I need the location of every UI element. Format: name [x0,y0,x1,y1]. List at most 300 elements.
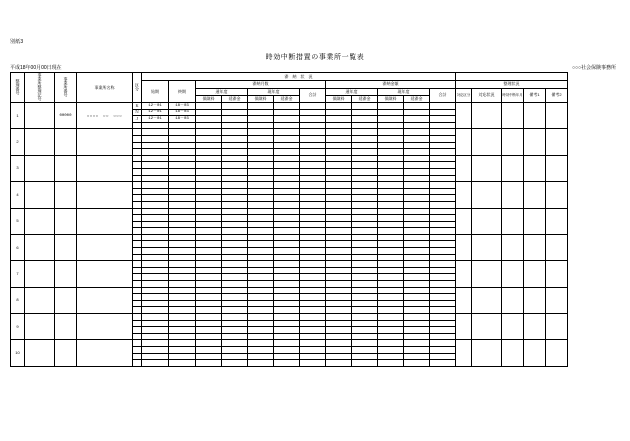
cell-count-tsunendo-entaikin[interactable] [222,195,248,202]
cell-chudan-date[interactable] [502,261,524,287]
cell-taio-kubun[interactable] [456,340,472,366]
cell-count-tsunendo-hokenryo[interactable] [196,307,222,314]
cell-amount-tsunendo-entaikin[interactable] [352,175,378,182]
cell-amount-tsunendo-entaikin[interactable] [352,208,378,215]
cell-start[interactable] [142,353,169,360]
cell-count-tsunendo-entaikin[interactable] [222,314,248,321]
cell-end[interactable] [169,149,196,156]
cell-kubun[interactable] [133,201,142,208]
cell-end[interactable] [169,254,196,261]
cell-end[interactable] [169,201,196,208]
cell-kubun[interactable] [133,135,142,142]
cell-taio-jokyo[interactable] [472,340,502,366]
cell-count-gennendo-entaikin[interactable] [274,109,300,116]
cell-amount-gennendo-entaikin[interactable] [404,228,430,235]
cell-biko1[interactable] [524,129,546,155]
cell-start[interactable] [142,327,169,334]
cell-chudan-date[interactable] [502,234,524,260]
cell-count-gennendo-hokenryo[interactable] [248,254,274,261]
cell-amount-tsunendo-entaikin[interactable] [352,274,378,281]
cell-amount-gennendo-entaikin[interactable] [404,234,430,241]
cell-count-tsunendo-entaikin[interactable] [222,241,248,248]
cell-end[interactable] [169,208,196,215]
cell-amount-tsunendo-hokenryo[interactable] [326,340,352,347]
cell-count-tsunendo-entaikin[interactable] [222,135,248,142]
cell-amount-total[interactable] [430,215,456,222]
cell-taio-jokyo[interactable] [472,208,502,234]
cell-count-gennendo-hokenryo[interactable] [248,182,274,189]
cell-count-gennendo-hokenryo[interactable] [248,327,274,334]
cell-amount-tsunendo-hokenryo[interactable] [326,201,352,208]
cell-amount-total[interactable] [430,340,456,347]
cell-amount-total[interactable] [430,248,456,255]
table-row[interactable] [11,155,568,162]
cell-amount-tsunendo-entaikin[interactable] [352,241,378,248]
cell-count-gennendo-entaikin[interactable] [274,208,300,215]
cell-end[interactable] [169,248,196,255]
cell-amount-gennendo-entaikin[interactable] [404,267,430,274]
cell-end[interactable] [169,234,196,241]
cell-count-total[interactable] [300,333,326,340]
cell-end[interactable] [169,314,196,321]
cell-biko1[interactable] [524,340,546,366]
cell-taio-jokyo[interactable] [472,234,502,260]
cell-count-total[interactable] [300,228,326,235]
cell-amount-gennendo-hokenryo[interactable] [378,142,404,149]
cell-amount-gennendo-hokenryo[interactable] [378,195,404,202]
cell-end[interactable] [169,294,196,301]
cell-amount-total[interactable] [430,241,456,248]
cell-kubun[interactable] [133,327,142,334]
cell-count-gennendo-hokenryo[interactable] [248,314,274,321]
cell-office-number[interactable] [55,155,77,181]
cell-amount-gennendo-hokenryo[interactable] [378,175,404,182]
cell-biko2[interactable] [546,182,568,208]
cell-start[interactable] [142,241,169,248]
cell-count-total[interactable] [300,261,326,268]
cell-amount-tsunendo-entaikin[interactable] [352,261,378,268]
cell-start[interactable] [142,135,169,142]
cell-count-gennendo-hokenryo[interactable] [248,175,274,182]
cell-count-total[interactable] [300,201,326,208]
cell-count-gennendo-hokenryo[interactable] [248,228,274,235]
cell-count-gennendo-entaikin[interactable] [274,215,300,222]
cell-count-tsunendo-entaikin[interactable] [222,142,248,149]
cell-office-number[interactable] [55,129,77,155]
cell-amount-tsunendo-entaikin[interactable] [352,129,378,136]
cell-biko1[interactable] [524,103,546,129]
cell-end[interactable] [169,274,196,281]
cell-count-gennendo-hokenryo[interactable] [248,201,274,208]
cell-count-gennendo-entaikin[interactable] [274,340,300,347]
cell-count-gennendo-hokenryo[interactable] [248,274,274,281]
cell-office-code[interactable] [25,340,55,366]
cell-taio-kubun[interactable] [456,208,472,234]
cell-count-total[interactable] [300,135,326,142]
cell-amount-gennendo-entaikin[interactable] [404,261,430,268]
cell-start[interactable] [142,267,169,274]
cell-count-gennendo-entaikin[interactable] [274,182,300,189]
cell-kubun[interactable] [133,168,142,175]
cell-amount-gennendo-entaikin[interactable] [404,287,430,294]
cell-office-code[interactable] [25,234,55,260]
cell-count-tsunendo-hokenryo[interactable] [196,142,222,149]
cell-amount-total[interactable] [430,103,456,110]
cell-count-tsunendo-entaikin[interactable] [222,254,248,261]
cell-count-tsunendo-hokenryo[interactable] [196,149,222,156]
cell-start[interactable] [142,274,169,281]
cell-count-gennendo-entaikin[interactable] [274,248,300,255]
cell-count-total[interactable] [300,281,326,288]
cell-amount-total[interactable] [430,234,456,241]
cell-amount-tsunendo-hokenryo[interactable] [326,360,352,367]
cell-count-gennendo-hokenryo[interactable] [248,122,274,129]
cell-count-tsunendo-entaikin[interactable] [222,155,248,162]
cell-count-total[interactable] [300,103,326,110]
cell-kubun[interactable] [133,340,142,347]
cell-biko1[interactable] [524,287,546,313]
cell-kubun[interactable] [133,254,142,261]
cell-office-number[interactable] [55,314,77,340]
cell-amount-tsunendo-entaikin[interactable] [352,353,378,360]
cell-office-number[interactable] [55,182,77,208]
cell-end[interactable] [169,221,196,228]
cell-amount-tsunendo-entaikin[interactable] [352,281,378,288]
cell-amount-total[interactable] [430,149,456,156]
cell-amount-gennendo-hokenryo[interactable] [378,353,404,360]
cell-amount-tsunendo-hokenryo[interactable] [326,294,352,301]
cell-kubun[interactable] [133,294,142,301]
cell-count-total[interactable] [300,314,326,321]
cell-kubun[interactable] [133,195,142,202]
table-row[interactable] [11,208,568,215]
cell-amount-tsunendo-hokenryo[interactable] [326,333,352,340]
cell-count-total[interactable] [300,168,326,175]
cell-count-gennendo-entaikin[interactable] [274,142,300,149]
cell-start[interactable] [142,261,169,268]
cell-amount-tsunendo-hokenryo[interactable] [326,208,352,215]
cell-amount-gennendo-hokenryo[interactable] [378,327,404,334]
cell-end[interactable] [169,353,196,360]
cell-amount-gennendo-hokenryo[interactable] [378,122,404,129]
cell-amount-gennendo-hokenryo[interactable] [378,182,404,189]
cell-amount-total[interactable] [430,109,456,116]
cell-count-gennendo-hokenryo[interactable] [248,340,274,347]
cell-end[interactable] [169,182,196,189]
cell-count-tsunendo-hokenryo[interactable] [196,274,222,281]
cell-amount-gennendo-entaikin[interactable] [404,281,430,288]
cell-count-tsunendo-hokenryo[interactable] [196,340,222,347]
cell-count-gennendo-hokenryo[interactable] [248,307,274,314]
cell-count-gennendo-hokenryo[interactable] [248,346,274,353]
cell-count-tsunendo-entaikin[interactable] [222,103,248,110]
cell-count-gennendo-hokenryo[interactable] [248,162,274,169]
cell-kubun[interactable] [133,129,142,136]
cell-amount-gennendo-hokenryo[interactable] [378,234,404,241]
cell-amount-total[interactable] [430,300,456,307]
cell-start[interactable] [142,195,169,202]
cell-count-gennendo-entaikin[interactable] [274,314,300,321]
cell-count-total[interactable] [300,274,326,281]
cell-office-code[interactable] [25,287,55,313]
cell-amount-tsunendo-entaikin[interactable] [352,116,378,123]
cell-amount-tsunendo-entaikin[interactable] [352,221,378,228]
cell-count-total[interactable] [300,327,326,334]
cell-biko2[interactable] [546,287,568,313]
cell-count-gennendo-entaikin[interactable] [274,267,300,274]
cell-count-tsunendo-entaikin[interactable] [222,168,248,175]
cell-taio-jokyo[interactable] [472,129,502,155]
cell-amount-total[interactable] [430,261,456,268]
cell-count-tsunendo-hokenryo[interactable] [196,228,222,235]
cell-amount-total[interactable] [430,122,456,129]
cell-end[interactable] [169,215,196,222]
cell-count-tsunendo-entaikin[interactable] [222,340,248,347]
cell-amount-total[interactable] [430,195,456,202]
cell-amount-tsunendo-entaikin[interactable] [352,314,378,321]
cell-count-tsunendo-entaikin[interactable] [222,353,248,360]
cell-amount-tsunendo-entaikin[interactable] [352,103,378,110]
cell-amount-gennendo-entaikin[interactable] [404,346,430,353]
cell-count-total[interactable] [300,294,326,301]
cell-amount-gennendo-entaikin[interactable] [404,162,430,169]
cell-amount-total[interactable] [430,307,456,314]
cell-amount-gennendo-hokenryo[interactable] [378,129,404,136]
cell-biko1[interactable] [524,261,546,287]
cell-kubun[interactable] [133,274,142,281]
cell-amount-gennendo-entaikin[interactable] [404,103,430,110]
cell-taio-kubun[interactable] [456,103,472,129]
cell-count-tsunendo-entaikin[interactable] [222,234,248,241]
cell-count-tsunendo-hokenryo[interactable] [196,300,222,307]
cell-count-gennendo-hokenryo[interactable] [248,234,274,241]
cell-count-total[interactable] [300,300,326,307]
cell-count-tsunendo-hokenryo[interactable] [196,333,222,340]
cell-biko2[interactable] [546,155,568,181]
cell-count-gennendo-entaikin[interactable] [274,360,300,367]
cell-end[interactable] [169,168,196,175]
cell-amount-tsunendo-entaikin[interactable] [352,228,378,235]
cell-start[interactable] [142,188,169,195]
cell-count-tsunendo-hokenryo[interactable] [196,234,222,241]
cell-amount-tsunendo-entaikin[interactable] [352,248,378,255]
cell-biko2[interactable] [546,234,568,260]
cell-amount-tsunendo-hokenryo[interactable] [326,215,352,222]
cell-chudan-date[interactable] [502,287,524,313]
cell-count-gennendo-hokenryo[interactable] [248,294,274,301]
cell-kubun[interactable]: Ｎ [133,109,142,116]
cell-amount-tsunendo-hokenryo[interactable] [326,116,352,123]
cell-chudan-date[interactable] [502,129,524,155]
cell-count-gennendo-hokenryo[interactable] [248,103,274,110]
cell-amount-tsunendo-hokenryo[interactable] [326,168,352,175]
cell-biko2[interactable] [546,261,568,287]
cell-amount-tsunendo-hokenryo[interactable] [326,346,352,353]
cell-count-tsunendo-hokenryo[interactable] [196,254,222,261]
cell-amount-total[interactable] [430,314,456,321]
cell-kubun[interactable] [133,241,142,248]
cell-start[interactable] [142,129,169,136]
cell-amount-gennendo-entaikin[interactable] [404,274,430,281]
cell-amount-total[interactable] [430,228,456,235]
cell-count-tsunendo-hokenryo[interactable] [196,281,222,288]
cell-count-gennendo-entaikin[interactable] [274,221,300,228]
cell-amount-gennendo-entaikin[interactable] [404,333,430,340]
table-row[interactable] [11,261,568,268]
cell-kubun[interactable] [133,155,142,162]
cell-count-tsunendo-hokenryo[interactable] [196,208,222,215]
cell-count-tsunendo-hokenryo[interactable] [196,129,222,136]
cell-count-total[interactable] [300,149,326,156]
cell-amount-tsunendo-hokenryo[interactable] [326,155,352,162]
cell-end[interactable] [169,287,196,294]
cell-amount-total[interactable] [430,168,456,175]
cell-office-name[interactable]: ○○○○ ○○ ○○○ [77,103,133,129]
cell-count-tsunendo-entaikin[interactable] [222,215,248,222]
cell-start[interactable] [142,201,169,208]
cell-count-gennendo-entaikin[interactable] [274,254,300,261]
cell-amount-gennendo-hokenryo[interactable] [378,294,404,301]
cell-end[interactable] [169,142,196,149]
cell-count-gennendo-entaikin[interactable] [274,346,300,353]
cell-count-total[interactable] [300,307,326,314]
cell-amount-tsunendo-entaikin[interactable] [352,168,378,175]
cell-amount-gennendo-entaikin[interactable] [404,129,430,136]
cell-amount-total[interactable] [430,201,456,208]
cell-amount-total[interactable] [430,287,456,294]
cell-taio-kubun[interactable] [456,129,472,155]
cell-count-tsunendo-hokenryo[interactable] [196,155,222,162]
cell-amount-tsunendo-entaikin[interactable] [352,267,378,274]
cell-count-tsunendo-entaikin[interactable] [222,261,248,268]
cell-amount-total[interactable] [430,267,456,274]
cell-amount-gennendo-entaikin[interactable] [404,122,430,129]
cell-amount-total[interactable] [430,274,456,281]
cell-count-tsunendo-entaikin[interactable] [222,188,248,195]
cell-count-total[interactable] [300,215,326,222]
cell-end[interactable] [169,333,196,340]
cell-start[interactable]: 12－01 [142,109,169,116]
cell-amount-tsunendo-entaikin[interactable] [352,340,378,347]
cell-amount-total[interactable] [430,142,456,149]
cell-kubun[interactable] [133,234,142,241]
cell-start[interactable] [142,320,169,327]
cell-kubun[interactable] [133,320,142,327]
cell-kubun[interactable] [133,208,142,215]
cell-amount-tsunendo-hokenryo[interactable] [326,241,352,248]
cell-start[interactable] [142,307,169,314]
cell-count-total[interactable] [300,360,326,367]
cell-start[interactable] [142,340,169,347]
cell-amount-total[interactable] [430,155,456,162]
cell-amount-gennendo-hokenryo[interactable] [378,241,404,248]
cell-count-total[interactable] [300,182,326,189]
cell-end[interactable] [169,188,196,195]
cell-end[interactable] [169,320,196,327]
cell-count-gennendo-hokenryo[interactable] [248,142,274,149]
cell-biko2[interactable] [546,314,568,340]
cell-amount-tsunendo-entaikin[interactable] [352,182,378,189]
cell-taio-jokyo[interactable] [472,155,502,181]
cell-office-name[interactable] [77,340,133,366]
cell-kubun[interactable] [133,221,142,228]
cell-amount-gennendo-entaikin[interactable] [404,307,430,314]
cell-kubun[interactable] [133,248,142,255]
cell-kubun[interactable] [133,287,142,294]
cell-amount-gennendo-hokenryo[interactable] [378,155,404,162]
cell-count-tsunendo-entaikin[interactable] [222,274,248,281]
table-row[interactable] [11,287,568,294]
cell-amount-gennendo-hokenryo[interactable] [378,307,404,314]
cell-kubun[interactable] [133,261,142,268]
cell-count-gennendo-hokenryo[interactable] [248,267,274,274]
cell-amount-tsunendo-entaikin[interactable] [352,195,378,202]
cell-count-total[interactable] [300,208,326,215]
cell-start[interactable] [142,122,169,129]
cell-amount-tsunendo-hokenryo[interactable] [326,122,352,129]
cell-end[interactable] [169,340,196,347]
cell-amount-gennendo-entaikin[interactable] [404,320,430,327]
cell-start[interactable] [142,294,169,301]
cell-kubun[interactable] [133,346,142,353]
cell-count-tsunendo-hokenryo[interactable] [196,221,222,228]
cell-count-total[interactable] [300,340,326,347]
cell-amount-tsunendo-entaikin[interactable] [352,188,378,195]
cell-kubun[interactable] [133,188,142,195]
cell-start[interactable] [142,314,169,321]
cell-count-gennendo-entaikin[interactable] [274,261,300,268]
cell-count-gennendo-entaikin[interactable] [274,234,300,241]
cell-count-gennendo-entaikin[interactable] [274,333,300,340]
cell-office-code[interactable] [25,314,55,340]
cell-amount-gennendo-hokenryo[interactable] [378,254,404,261]
cell-amount-total[interactable] [430,182,456,189]
cell-amount-total[interactable] [430,188,456,195]
cell-count-tsunendo-entaikin[interactable] [222,109,248,116]
cell-amount-gennendo-hokenryo[interactable] [378,281,404,288]
cell-count-gennendo-hokenryo[interactable] [248,188,274,195]
cell-office-name[interactable] [77,314,133,340]
cell-office-code[interactable] [25,208,55,234]
cell-amount-total[interactable] [430,221,456,228]
cell-start[interactable] [142,182,169,189]
cell-amount-gennendo-hokenryo[interactable] [378,228,404,235]
cell-count-total[interactable] [300,116,326,123]
cell-kubun[interactable] [133,149,142,156]
cell-taio-jokyo[interactable] [472,287,502,313]
cell-count-tsunendo-entaikin[interactable] [222,287,248,294]
cell-start[interactable] [142,254,169,261]
cell-count-gennendo-hokenryo[interactable] [248,300,274,307]
cell-amount-gennendo-hokenryo[interactable] [378,221,404,228]
cell-amount-tsunendo-entaikin[interactable] [352,215,378,222]
cell-count-tsunendo-hokenryo[interactable] [196,241,222,248]
cell-amount-tsunendo-hokenryo[interactable] [326,307,352,314]
cell-count-gennendo-hokenryo[interactable] [248,149,274,156]
cell-start[interactable] [142,162,169,169]
cell-start[interactable] [142,333,169,340]
cell-end[interactable]: 18－03 [169,103,196,110]
cell-amount-gennendo-entaikin[interactable] [404,241,430,248]
cell-count-tsunendo-hokenryo[interactable] [196,195,222,202]
cell-amount-tsunendo-hokenryo[interactable] [326,234,352,241]
cell-amount-gennendo-hokenryo[interactable] [378,149,404,156]
cell-taio-kubun[interactable] [456,155,472,181]
cell-amount-gennendo-entaikin[interactable] [404,155,430,162]
cell-amount-tsunendo-hokenryo[interactable] [326,274,352,281]
cell-kubun[interactable] [133,122,142,129]
cell-count-tsunendo-hokenryo[interactable] [196,116,222,123]
